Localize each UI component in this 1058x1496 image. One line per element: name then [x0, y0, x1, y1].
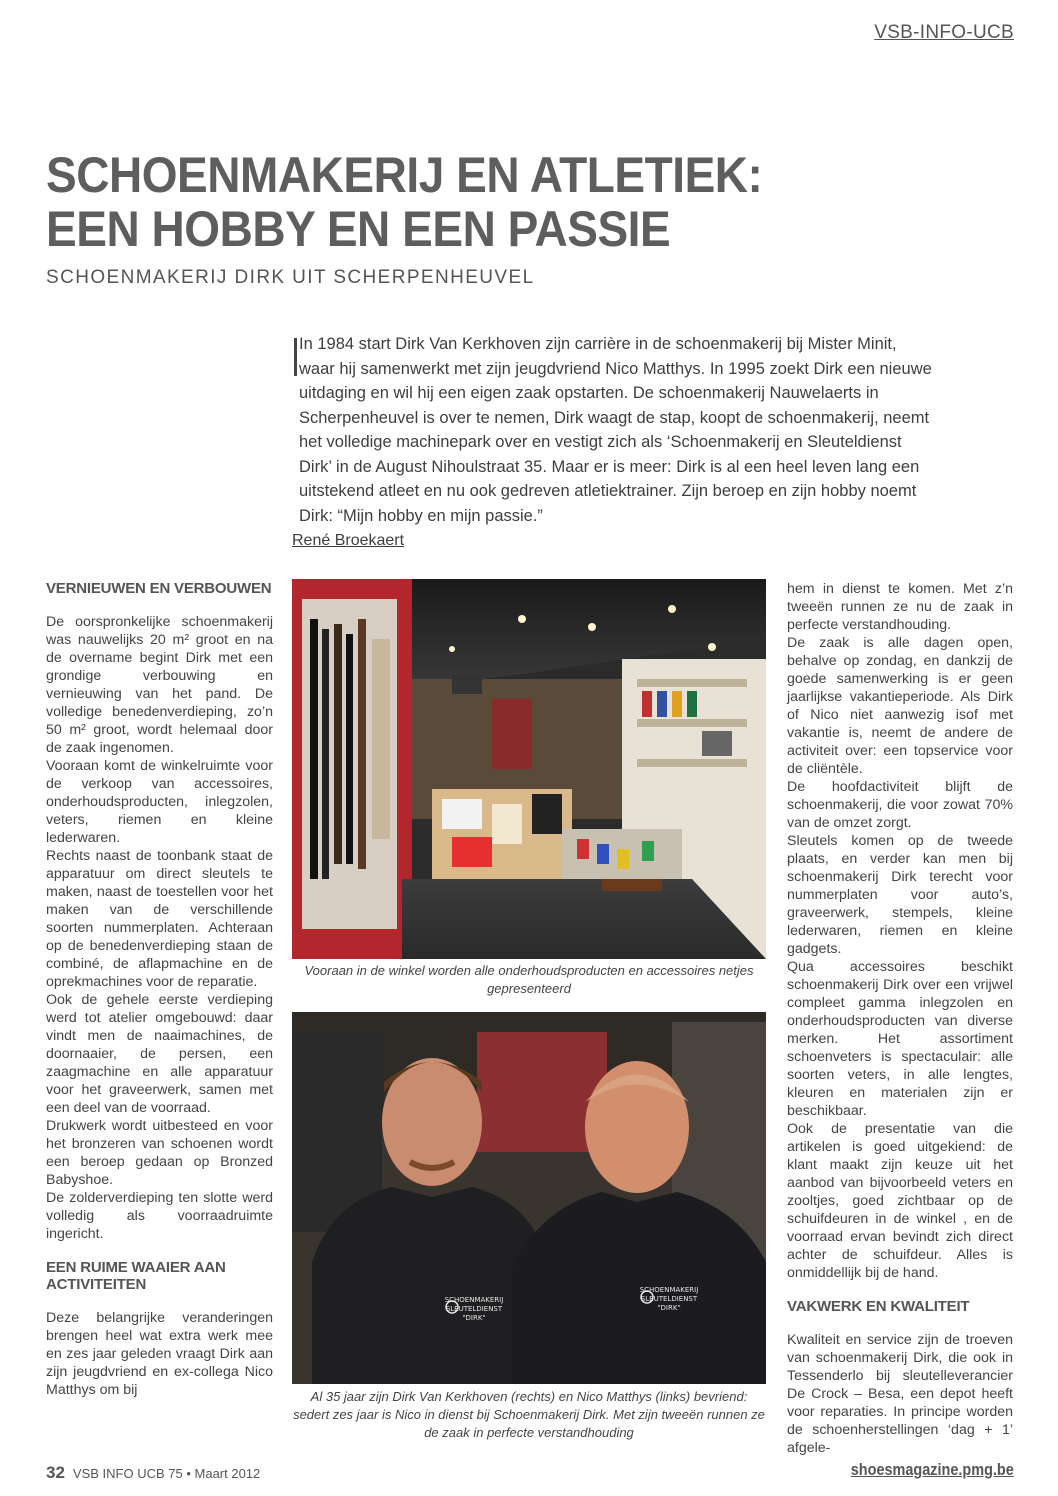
- left-column: [46, 580, 273, 1399]
- paragraph: Drukwerk wordt uitbesteed en voor het bronzeren van schoenen wordt een beroep gedaan op Bronzed Babyshoe.: [46, 1118, 273, 1188]
- page-number: 32: [46, 1463, 65, 1482]
- shirt-logo-left-line2: SLEUTELDIENST: [445, 1305, 503, 1313]
- section-tag: VSB-INFO-UCB: [874, 22, 1014, 43]
- shirt-logo-left-line3: "DIRK": [462, 1314, 486, 1322]
- issue-label: VSB INFO UCB 75 • Maart 2012: [72, 1466, 261, 1481]
- article-intro: In 1984 start Dirk Van Kerkhoven zijn carrière in de schoenmakerij bij Mister Minit, waar hij samenwerkt met zijn jeugdvriend Nico Matthys. In 1995 zoekt Dirk een nieuwe uitdaging en wil hij een eigen zaak opstarten. De schoenmakerij Nauwelaerts in Scherpenheuvel is over te nemen, Dirk waagt de stap, koopt de schoenmakerij, neemt het volledige machinepark over en vestigt zich als ‘Schoenmakerij en Sleuteldienst Dirk’ in de August Nihoulstraat 35. Maar er is meer: Dirk is al een heel leven lang een uitstekend atleet en nu ook gedreven atletiektrainer. Zijn beroep en zijn hobby noemt Dirk: “Mijn hobby en mijn passie.”: [299, 335, 932, 525]
- photo-caption-1: Vooraan in de winkel worden alle onderhoudsproducten en accessoires netjes gepresenteerd: [304, 963, 754, 996]
- footer-issue-info: [46, 1463, 260, 1483]
- paragraph: Rechts naast de toonbank staat de apparatuur om direct sleutels te maken, naast de toestellen voor het maken van de verschillende soorten nummerplaten. Achteraan op de benedenverdieping staan de combiné, de aflapmachine en de oprekmachines voor de reparatie.: [46, 848, 273, 990]
- paragraph: Sleutels komen op de tweede plaats, en verder kan men bij schoenmakerij Dirk terecht voor nummerplaten voor auto’s, graveerwerk, stempels, kleine lederwaren, riemen en kleine gadgets.: [787, 833, 1013, 957]
- paragraph: Ook de presentatie van die artikelen is goed uitgekiend: de klant maakt zijn keuze uit het aanbod van bijvoorbeeld veters en zooltjes, goed zichtbaar op de schuifdeuren in de winkel , en de voorraad ervan bevindt zich direct achter de schuifdeur. Alles is onmiddellijk bij de hand.: [787, 1121, 1013, 1281]
- paragraph: Vooraan komt de winkelruimte voor de verkoop van accessoires, onderhoudsproducten, inlegzolen, veters, riemen en kleine lederwaren.: [46, 758, 273, 846]
- paragraph: De oorspronkelijke schoenmakerij was nauwelijks 20 m² groot en na de overname begint Dirk met een grondige verbouwing en vernieuwing van het pand. De volledige benedenverdieping, zo’n 50 m² groot, wordt helemaal door de zaak ingenomen.: [46, 614, 273, 756]
- shirt-logo-right-line1: SCHOENMAKERIJ: [639, 1286, 699, 1294]
- section-heading-vakwerk: VAKWERK EN KWALITEIT: [787, 1298, 970, 1315]
- shirt-logo-left-line1: SCHOENMAKERIJ: [444, 1296, 504, 1304]
- photo-caption-2: Al 35 jaar zijn Dirk Van Kerkhoven (rechts) en Nico Matthys (links) bevriend: sedert zes jaar is Nico in dienst bij Schoenmakerij Dirk. Met zijn tweeën runnen ze de zaak in perfecte verstandhouding: [293, 1389, 765, 1440]
- article-subtitle: SCHOENMAKERIJ DIRK UIT SCHERPENHEUVEL: [46, 267, 535, 288]
- owners-illustration: [292, 1012, 766, 1384]
- section-heading-vernieuwen: VERNIEUWEN EN VERBOUWEN: [46, 580, 272, 597]
- paragraph: Ook de gehele eerste verdieping werd tot atelier omgebouwd: daar vindt men de naaimachines, de doornaaier, de persen, een zaagmachine en alle apparatuur voor het graveerwerk, samen met een deel van de voorraad.: [46, 992, 273, 1116]
- paragraph: Qua accessoires beschikt schoenmakerij Dirk over een vrijwel compleet gamma inlegzolen en onderhoudsproducten van diverse merken. Het assortiment schoenveters is spectaculair: alle soorten veters, in alle lengtes, kleuren en materialen zijn er beschikbaar.: [787, 959, 1013, 1119]
- section-heading-activiteiten: EEN RUIME WAAIER AAN ACTIVITEITEN: [46, 1259, 226, 1293]
- article-title: [46, 148, 929, 256]
- paragraph: hem in dienst te komen. Met z’n tweeën runnen ze nu de zaak in perfecte verstandhouding.: [787, 581, 1013, 633]
- article-title-line2: EEN HOBBY EN EEN PASSIE: [46, 201, 671, 257]
- right-column: [787, 580, 1013, 1457]
- article-title-line1: SCHOENMAKERIJ EN ATLETIEK:: [46, 147, 763, 203]
- right-paragraphs-1: [787, 580, 1013, 1282]
- shirt-logo-right-line3: "DIRK": [657, 1304, 681, 1312]
- paragraph: De zolderverdieping ten slotte werd volledig als voorraadruimte ingericht.: [46, 1190, 273, 1242]
- paragraph: De zaak is alle dagen open, behalve op zondag, en dankzij de goede samenwerking is er geen jaarlijkse vakantieperiode. Als Dirk of Nico niet aanwezig isof met vakantie is, neemt de andere de activiteit over: een topservice voor de cliëntèle.: [787, 635, 1013, 777]
- paragraph: Deze belangrijke veranderingen brengen heel wat extra werk mee en zes jaar geleden vraagt Dirk aan zijn jeugdvriend en ex-collega Nico Matthys om bij: [46, 1310, 273, 1398]
- website-link[interactable]: shoesmagazine.pmg.be: [850, 1460, 1014, 1479]
- shop-interior-photo: [292, 579, 766, 959]
- shirt-logo-right-line2: SLEUTELDIENST: [640, 1295, 698, 1303]
- left-paragraphs-1: [46, 613, 273, 1243]
- paragraph: Kwaliteit en service zijn de troeven van schoenmakerij Dirk, die ook in Tessenderlo bij sleutelleverancier De Crock – Besa, een depot heeft voor reparaties. In principe worden de schoenherstellingen ‘dag + 1’ afgele-: [787, 1332, 1013, 1456]
- author-byline: René Broekaert: [292, 532, 405, 549]
- owners-photo: [292, 1012, 766, 1384]
- paragraph: De hoofdactiviteit blijft de schoenmakerij, die voor zowat 70% van de omzet zorgt.: [787, 779, 1013, 831]
- shop-interior-illustration: [292, 579, 766, 959]
